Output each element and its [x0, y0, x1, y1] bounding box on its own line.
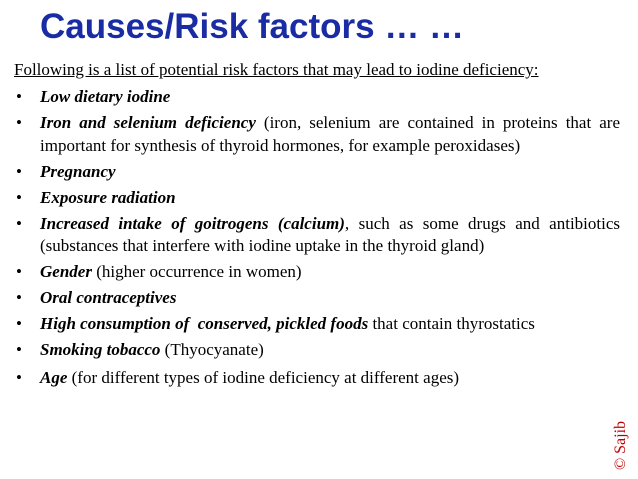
item-detail: (higher occurrence in women) — [91, 262, 302, 281]
item-detail: , such as some drugs and antibiotics (substances that interfere with iodine uptake in the thyroid gland) — [40, 213, 620, 255]
item-detail: (Thyocyanate) — [160, 340, 264, 359]
item-term: Pregnancy — [40, 161, 116, 181]
bullet-icon: • — [16, 213, 22, 233]
list-item — [14, 187, 620, 210]
item-term: Oral contraceptives — [40, 288, 177, 307]
item-term: High consumption of conserved, pickled foods — [40, 314, 369, 333]
bullet-icon: • — [16, 161, 22, 181]
bullet-icon: • — [16, 340, 22, 359]
list-item — [14, 367, 620, 390]
item-term: Age — [40, 367, 68, 387]
item-term: Smoking tobacco — [40, 340, 161, 359]
item-detail: that contain thyrostatics — [368, 314, 535, 333]
intro-text: Following is a list of potential risk factors that may lead to iodine deficiency: — [14, 60, 539, 79]
list-item — [14, 213, 620, 258]
item-term: Low dietary iodine — [40, 87, 171, 106]
item-detail: (iron, selenium are contained in proteins that are important for synthesis of thyroid hormones, for example peroxidases) — [40, 113, 621, 155]
list-item — [14, 86, 620, 109]
bullet-icon: • — [16, 113, 22, 132]
bullet-icon: • — [16, 87, 22, 106]
item-term: Exposure radiation — [40, 187, 176, 207]
bullet-icon: • — [16, 367, 22, 387]
copyright-watermark: © Sajib — [612, 420, 629, 470]
bullet-icon: • — [16, 262, 22, 281]
list-item — [14, 161, 620, 184]
item-term: Increased intake of goitrogens (calcium) — [40, 213, 345, 233]
bullet-icon: • — [16, 314, 22, 333]
list-item — [14, 261, 620, 284]
item-detail: (for different types of iodine deficiency at different ages) — [67, 367, 460, 387]
list-item — [14, 287, 620, 310]
bullet-icon: • — [16, 288, 22, 307]
item-term: Gender — [40, 262, 92, 281]
slide-title: Causes/Risk factors … … — [40, 7, 465, 46]
list-item — [14, 112, 620, 157]
list-item — [14, 339, 620, 362]
risk-factor-list — [14, 86, 620, 393]
item-term: Iron and selenium deficiency — [40, 113, 256, 132]
bullet-icon: • — [16, 187, 22, 207]
list-item — [14, 313, 620, 336]
